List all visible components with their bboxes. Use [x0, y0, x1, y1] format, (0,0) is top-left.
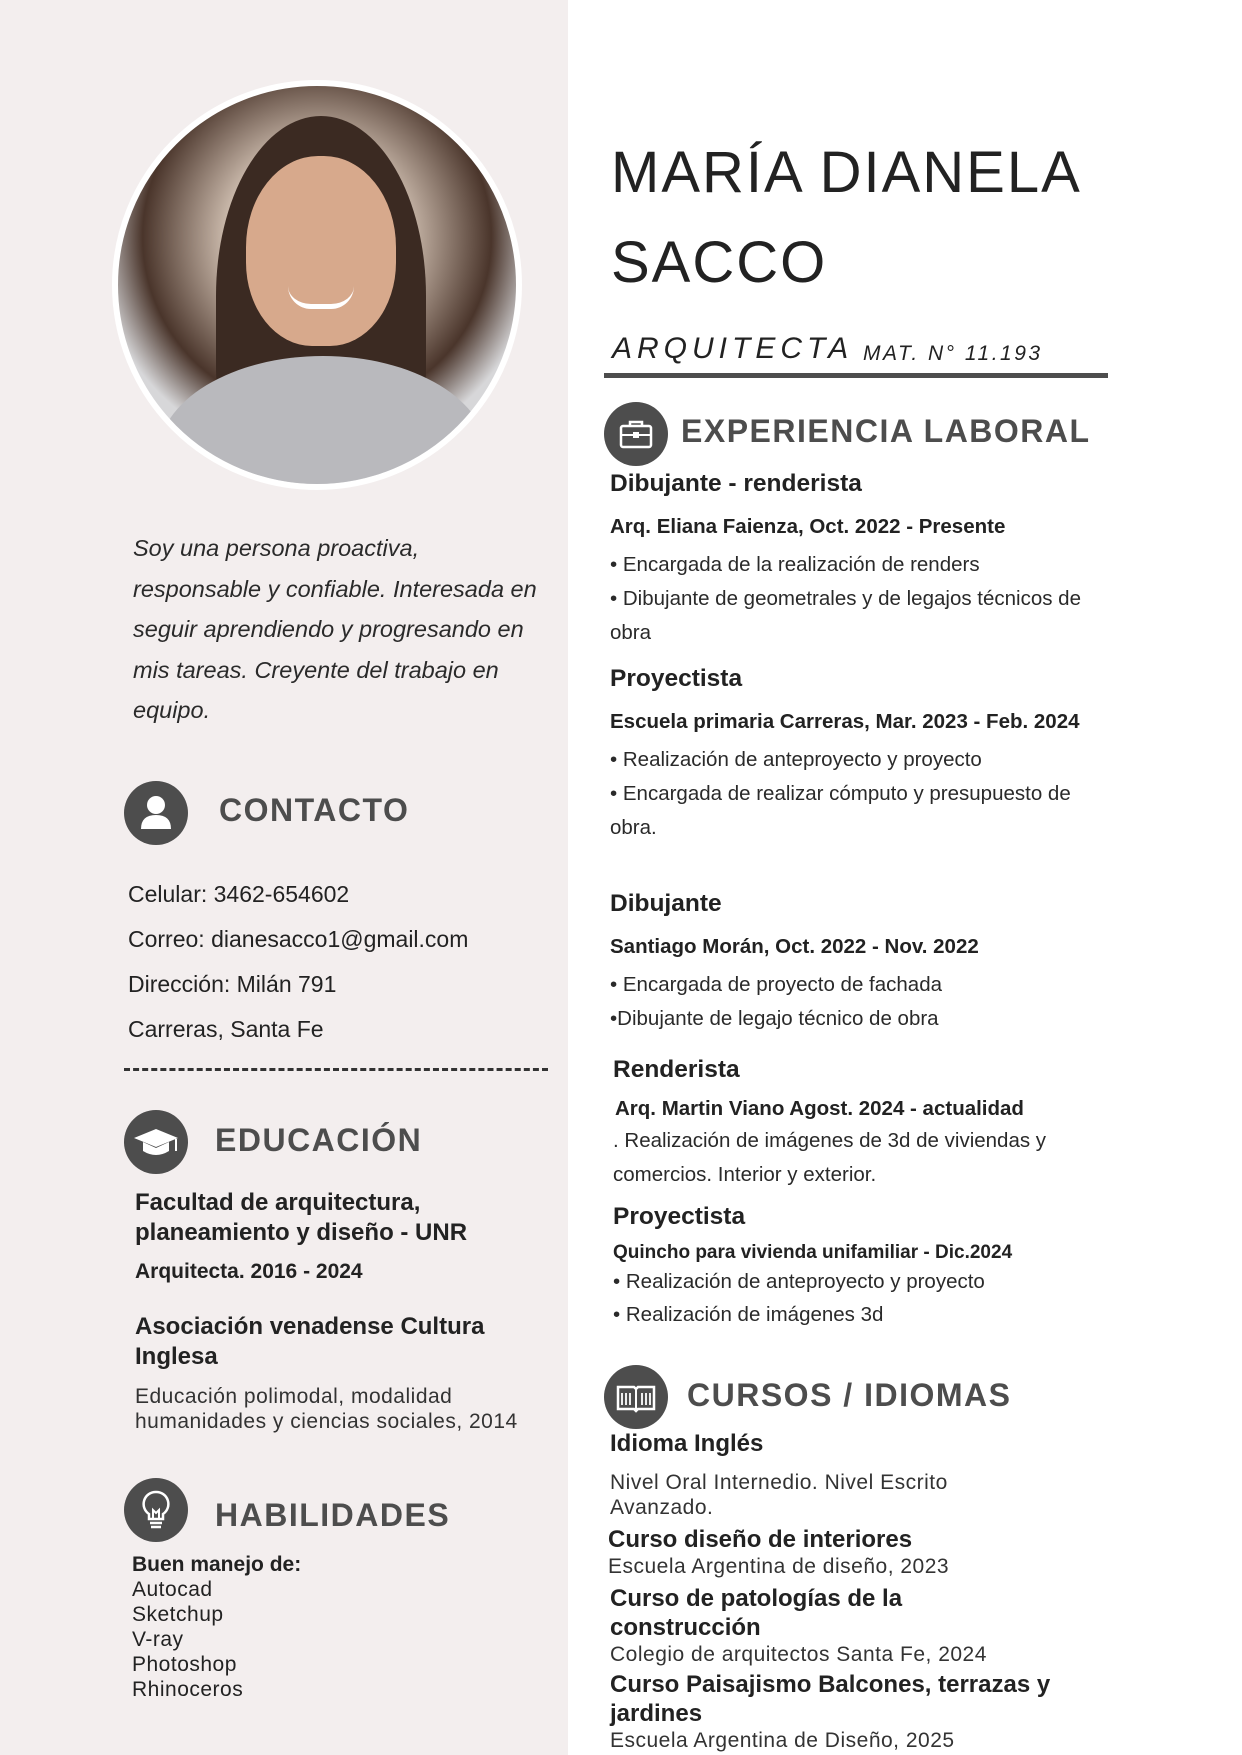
job-title: Renderista — [613, 1056, 740, 1083]
education-detail: Arquitecta. 2016 - 2024 — [135, 1260, 363, 1283]
course-detail: Colegio de arquitectos Santa Fe, 2024 — [610, 1643, 987, 1666]
course-heading: Idioma Inglés — [610, 1430, 764, 1457]
lightbulb-icon — [124, 1478, 188, 1542]
course-item — [610, 1670, 1110, 1753]
job-bullet: • Realización de anteproyecto y proyecto — [610, 748, 982, 771]
job-entry — [610, 890, 1110, 1036]
education-item — [135, 1188, 555, 1284]
job-bullet: • Encargada de la realización de renders — [610, 553, 980, 576]
job-bullet: • Dibujante de geometrales y de legajos técnicos de obra — [610, 587, 1081, 644]
contact-email: Correo: dianesacco1@gmail.com — [128, 926, 469, 952]
job-title: Proyectista — [613, 1203, 746, 1230]
course-heading: Curso Paisajismo Balcones, terrazas y jardines — [610, 1671, 1051, 1727]
divider — [124, 1068, 548, 1071]
education-detail: Educación polimodal, modalidad humanidades y ciencias sociales, 2014 — [135, 1385, 518, 1433]
courses-title: CURSOS / IDIOMAS — [687, 1377, 1012, 1413]
job-org: Quincho para vivienda unifamiliar - Dic.2024 — [613, 1242, 1013, 1263]
job-bullet: • Encargada de proyecto de fachada — [610, 973, 942, 996]
education-title: EDUCACIÓN — [215, 1122, 423, 1158]
full-name — [611, 128, 1082, 308]
skill-item: Rhinoceros — [132, 1678, 244, 1701]
education-item — [135, 1312, 555, 1434]
contact-city: Carreras, Santa Fe — [128, 1016, 324, 1042]
skill-item: Autocad — [132, 1578, 213, 1601]
skills-list — [132, 1552, 301, 1702]
profile-photo — [112, 80, 522, 490]
course-item — [610, 1429, 1110, 1520]
course-detail: Escuela Argentina de diseño, 2023 — [608, 1555, 950, 1578]
job-bullet: • Realización de anteproyecto y proyecto — [613, 1270, 985, 1293]
course-detail: Escuela Argentina de Diseño, 2025 — [610, 1729, 955, 1752]
course-heading: Curso de patologías de la construcción — [610, 1585, 903, 1641]
skills-lead: Buen manejo de: — [132, 1553, 302, 1576]
registration-number: MAT. N° 11.193 — [863, 342, 1043, 365]
title-rule — [604, 373, 1108, 378]
skill-item: Photoshop — [132, 1653, 237, 1676]
skills-title: HABILIDADES — [215, 1497, 451, 1533]
course-item — [608, 1525, 1108, 1579]
job-title: Dibujante — [610, 890, 722, 917]
job-role: ARQUITECTA — [612, 332, 854, 365]
contact-address: Dirección: Milán 791 — [128, 971, 337, 997]
job-entry — [613, 1203, 1113, 1331]
book-icon — [604, 1365, 668, 1429]
job-bullet: • Encargada de realizar cómputo y presupuesto de obra. — [610, 782, 1071, 839]
contact-phone: Celular: 3462-654602 — [128, 881, 350, 907]
name-line-1: MARÍA DIANELA — [611, 140, 1082, 205]
job-entry — [610, 665, 1110, 845]
name-line-2: SACCO — [611, 230, 828, 295]
experience-title: EXPERIENCIA LABORAL — [681, 413, 1091, 449]
skill-item: V-ray — [132, 1628, 184, 1651]
course-heading: Curso diseño de interiores — [608, 1526, 913, 1553]
graduation-cap-icon — [124, 1110, 188, 1174]
job-org: Santiago Morán, Oct. 2022 - Nov. 2022 — [610, 935, 979, 958]
profile-summary: Soy una persona proactiva, responsable y confiable. Interesada en seguir aprendiendo y progresando en mis tareas. Creyente del trabajo en equipo. — [133, 535, 537, 723]
job-bullet: •Dibujante de legajo técnico de obra — [610, 1007, 939, 1030]
course-item — [610, 1584, 1110, 1667]
job-entry — [610, 470, 1110, 650]
contact-title: CONTACTO — [219, 792, 410, 828]
job-org: Arq. Martin Viano Agost. 2024 - actualidad — [615, 1097, 1024, 1120]
education-heading: Facultad de arquitectura, planeamiento y diseño - UNR — [135, 1189, 468, 1246]
contact-list — [128, 872, 468, 1052]
job-org: Arq. Eliana Faienza, Oct. 2022 - Presente — [610, 515, 1006, 538]
job-bullet: • Realización de imágenes 3d — [613, 1303, 884, 1326]
job-entry — [613, 1056, 1113, 1192]
briefcase-icon — [604, 402, 668, 466]
skill-item: Sketchup — [132, 1603, 224, 1626]
person-icon — [124, 781, 188, 845]
job-org: Escuela primaria Carreras, Mar. 2023 - Feb. 2024 — [610, 710, 1080, 733]
course-detail: Nivel Oral Internedio. Nivel Escrito Avanzado. — [610, 1471, 948, 1519]
education-heading: Asociación venadense Cultura Inglesa — [135, 1313, 485, 1370]
job-title: Dibujante - renderista — [610, 470, 862, 497]
job-title: Proyectista — [610, 665, 743, 692]
job-bullet: . Realización de imágenes de 3d de viviendas y comercios. Interior y exterior. — [613, 1129, 1047, 1186]
